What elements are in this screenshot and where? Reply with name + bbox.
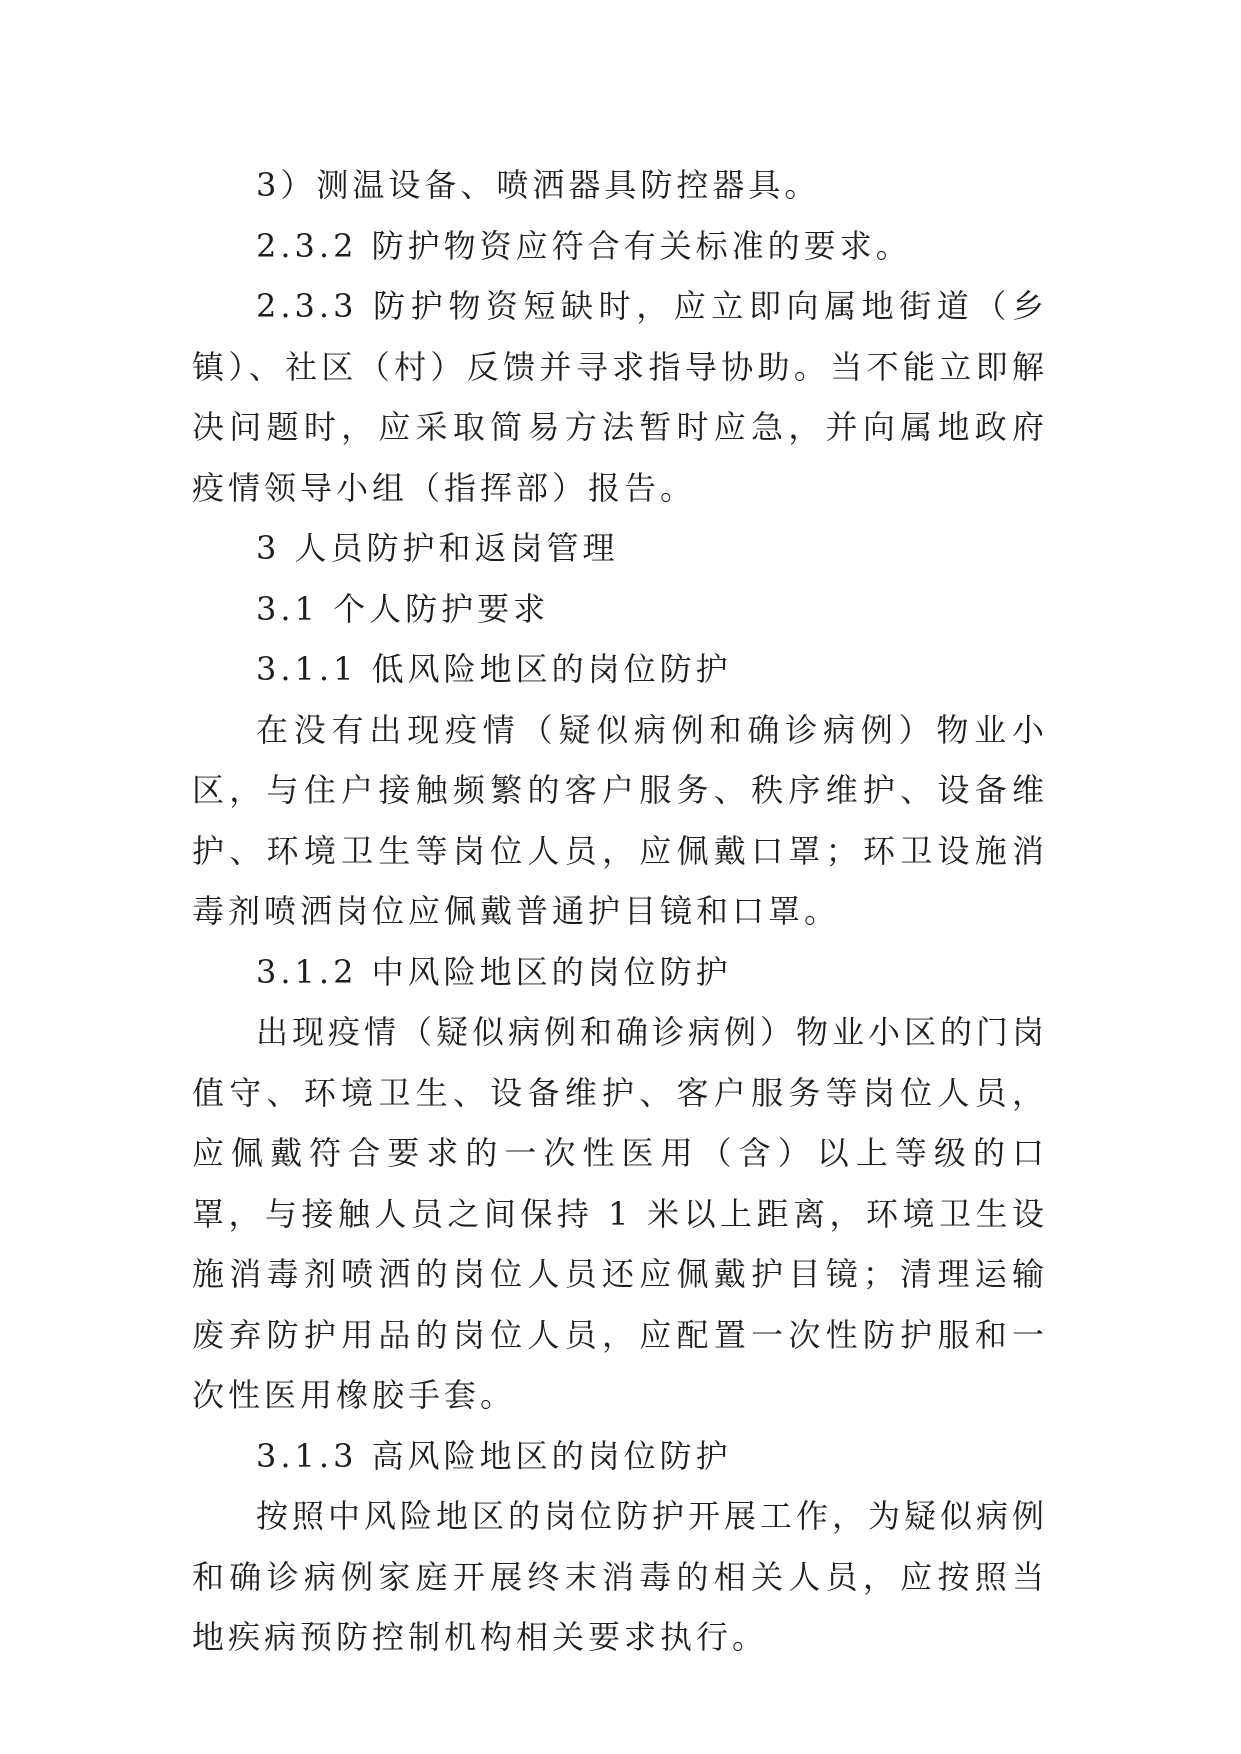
paragraph-equipment-item-3: 3）测温设备、喷洒器具防控器具。 <box>256 166 821 204</box>
heading-section-3-1: 3.1 个人防护要求 <box>256 589 550 628</box>
paragraph-2-3-3: 2.3.3 防护物资短缺时，应立即向属地街道（乡镇）、社区（村）反馈并寻求指导协助。当不能立即解决问题时，应采取简易方法暂时应急，并向属地政府疫情领导小组（指挥部）报告。 <box>192 287 1048 507</box>
paragraph-high-risk: 按照中风险地区的岗位防护开展工作，为疑似病例和确诊病例家庭开展终末消毒的相关人员，应按照当地疾病预防控制机构相关要求执行。 <box>192 1497 1049 1656</box>
paragraph-low-risk: 在没有出现疫情（疑似病例和确诊病例）物业小区，与住户接触频繁的客户服务、秩序维护、设备维护、环境卫生等岗位人员，应佩戴口罩；环卫设施消毒剂喷洒岗位应佩戴普通护目镜和口罩。 <box>192 710 1048 930</box>
document-body <box>192 155 1048 1668</box>
paragraph-medium-risk: 出现疫情（疑似病例和确诊病例）物业小区的门岗值守、环境卫生、设备维护、客户服务等岗位人员，应佩戴符合要求的一次性医用（含）以上等级的口罩，与接触人员之间保持 1 米以上距离，环境卫生设施消毒剂喷洒的岗位人员还应佩戴护目镜；清理运输废弃防护用品的岗位人员，应配置一次性防护服和一次性医用橡胶手套。 <box>192 1013 1049 1414</box>
heading-section-3: 3 人员防护和返岗管理 <box>256 529 619 567</box>
paragraph-2-3-2: 2.3.2 防护物资应符合有关标准的要求。 <box>256 226 912 265</box>
heading-section-3-1-1: 3.1.1 低风险地区的岗位防护 <box>256 650 732 688</box>
heading-section-3-1-3: 3.1.3 高风险地区的岗位防护 <box>256 1436 732 1475</box>
heading-section-3-1-2: 3.1.2 中风险地区的岗位防护 <box>256 952 732 991</box>
